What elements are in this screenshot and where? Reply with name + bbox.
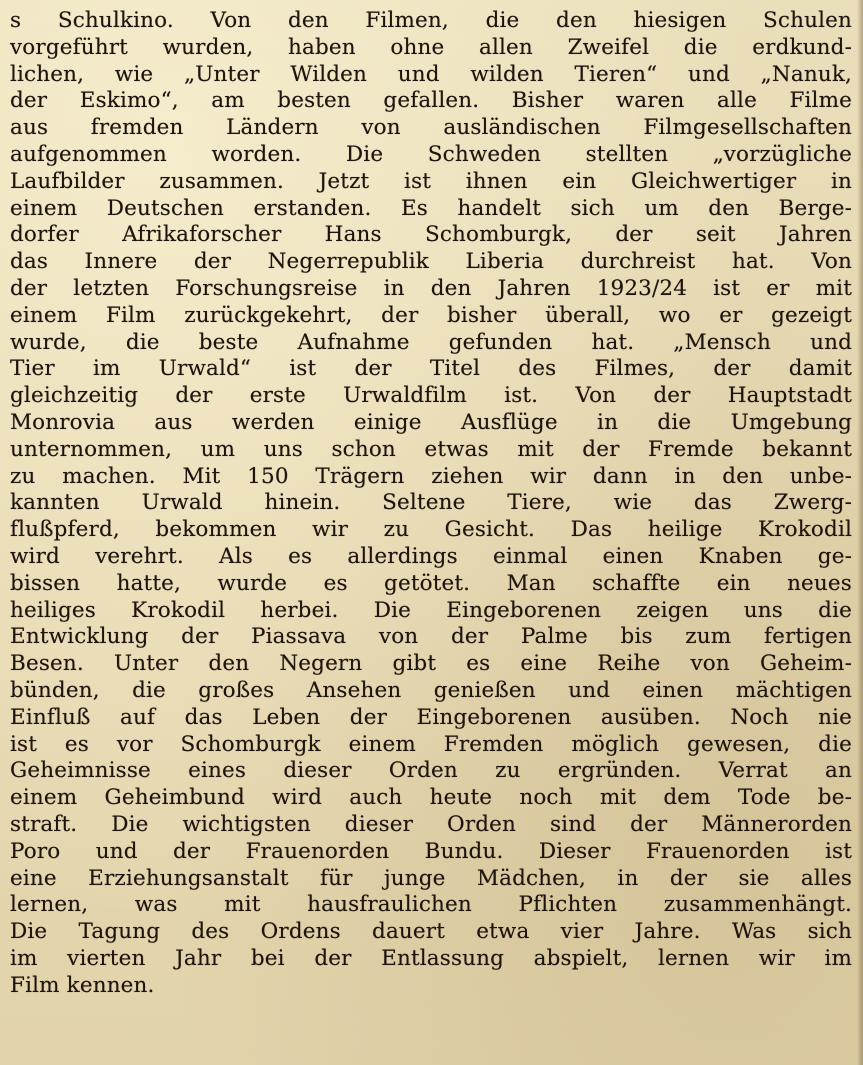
text-line: bissen hatte, wurde es getötet. Man schaffte ein neues: [10, 570, 852, 596]
text-line: Tier im Urwald“ ist der Titel des Filmes, der damit: [10, 356, 852, 382]
text-line: Laufbilder zusammen. Jetzt ist ihnen ein Gleichwertiger in: [10, 168, 852, 194]
text-line: bünden, die großes Ansehen genießen und einen mächtigen: [10, 677, 852, 703]
text-line: der letzten Forschungsreise in den Jahren 1923/24 ist er mit: [10, 275, 852, 301]
text-line: Besen. Unter den Negern gibt es eine Reihe von Geheim-: [10, 651, 852, 677]
text-line: Monrovia aus werden einige Ausflüge in die Umgebung: [10, 409, 852, 435]
text-line: vorgeführt wurden, haben ohne allen Zweifel die erdkund-: [10, 34, 852, 60]
text-line: Geheimnisse eines dieser Orden zu ergründen. Verrat an: [10, 758, 852, 784]
text-line: straft. Die wichtigsten dieser Orden sind der Männerorden: [10, 811, 852, 837]
text-line: ist es vor Schomburgk einem Fremden möglich gewesen, die: [10, 731, 852, 757]
text-line: der Eskimo“, am besten gefallen. Bisher waren alle Filme: [10, 88, 852, 114]
text-line: Die Tagung des Ordens dauert etwa vier Jahre. Was sich: [10, 919, 852, 945]
text-line: zu machen. Mit 150 Trägern ziehen wir dann in den unbe-: [10, 463, 852, 489]
text-line: heiliges Krokodil herbei. Die Eingeborenen zeigen uns die: [10, 597, 852, 623]
text-line: aus fremden Ländern von ausländischen Filmgesellschaften: [10, 115, 852, 141]
text-line: aufgenommen worden. Die Schweden stellten „vorzügliche: [10, 141, 852, 167]
article-text: [10, 8, 852, 999]
text-line: lichen, wie „Unter Wilden und wilden Tieren“ und „Nanuk,: [10, 61, 852, 87]
text-line: Entwicklung der Piassava von der Palme bis zum fertigen: [10, 624, 852, 650]
text-line: s Schulkino. Von den Filmen, die den hiesigen Schulen: [10, 8, 852, 33]
text-line: kannten Urwald hinein. Seltene Tiere, wie das Zwerg-: [10, 490, 852, 516]
text-line: unternommen, um uns schon etwas mit der Fremde bekannt: [10, 436, 852, 462]
page-edge-shadow: [857, 0, 863, 1065]
text-line: eine Erziehungsanstalt für junge Mädchen, in der sie alles: [10, 865, 852, 891]
text-line: lernen, was mit hausfraulichen Pflichten zusammenhängt.: [10, 892, 852, 918]
text-line: Poro und der Frauenorden Bundu. Dieser Frauenorden ist: [10, 838, 852, 864]
text-line: das Innere der Negerrepublik Liberia durchreist hat. Von: [10, 249, 852, 275]
text-line: einem Geheimbund wird auch heute noch mit dem Tode be-: [10, 785, 852, 811]
text-line: Einfluß auf das Leben der Eingeborenen ausüben. Noch nie: [10, 704, 852, 730]
text-line: einem Film zurückgekehrt, der bisher überall, wo er gezeigt: [10, 302, 852, 328]
text-line: dorfer Afrikaforscher Hans Schomburgk, der seit Jahren: [10, 222, 852, 248]
text-line: im vierten Jahr bei der Entlassung abspielt, lernen wir im: [10, 945, 852, 971]
text-line-last: Film kennen.: [10, 972, 155, 998]
text-line: einem Deutschen erstanden. Es handelt sich um den Berge-: [10, 195, 852, 221]
text-line: gleichzeitig der erste Urwaldfilm ist. Von der Hauptstadt: [10, 383, 852, 409]
text-line: wurde, die beste Aufnahme gefunden hat. „Mensch und: [10, 329, 852, 355]
text-line: wird verehrt. Als es allerdings einmal einen Knaben ge-: [10, 543, 852, 569]
text-line: flußpferd, bekommen wir zu Gesicht. Das heilige Krokodil: [10, 517, 852, 543]
